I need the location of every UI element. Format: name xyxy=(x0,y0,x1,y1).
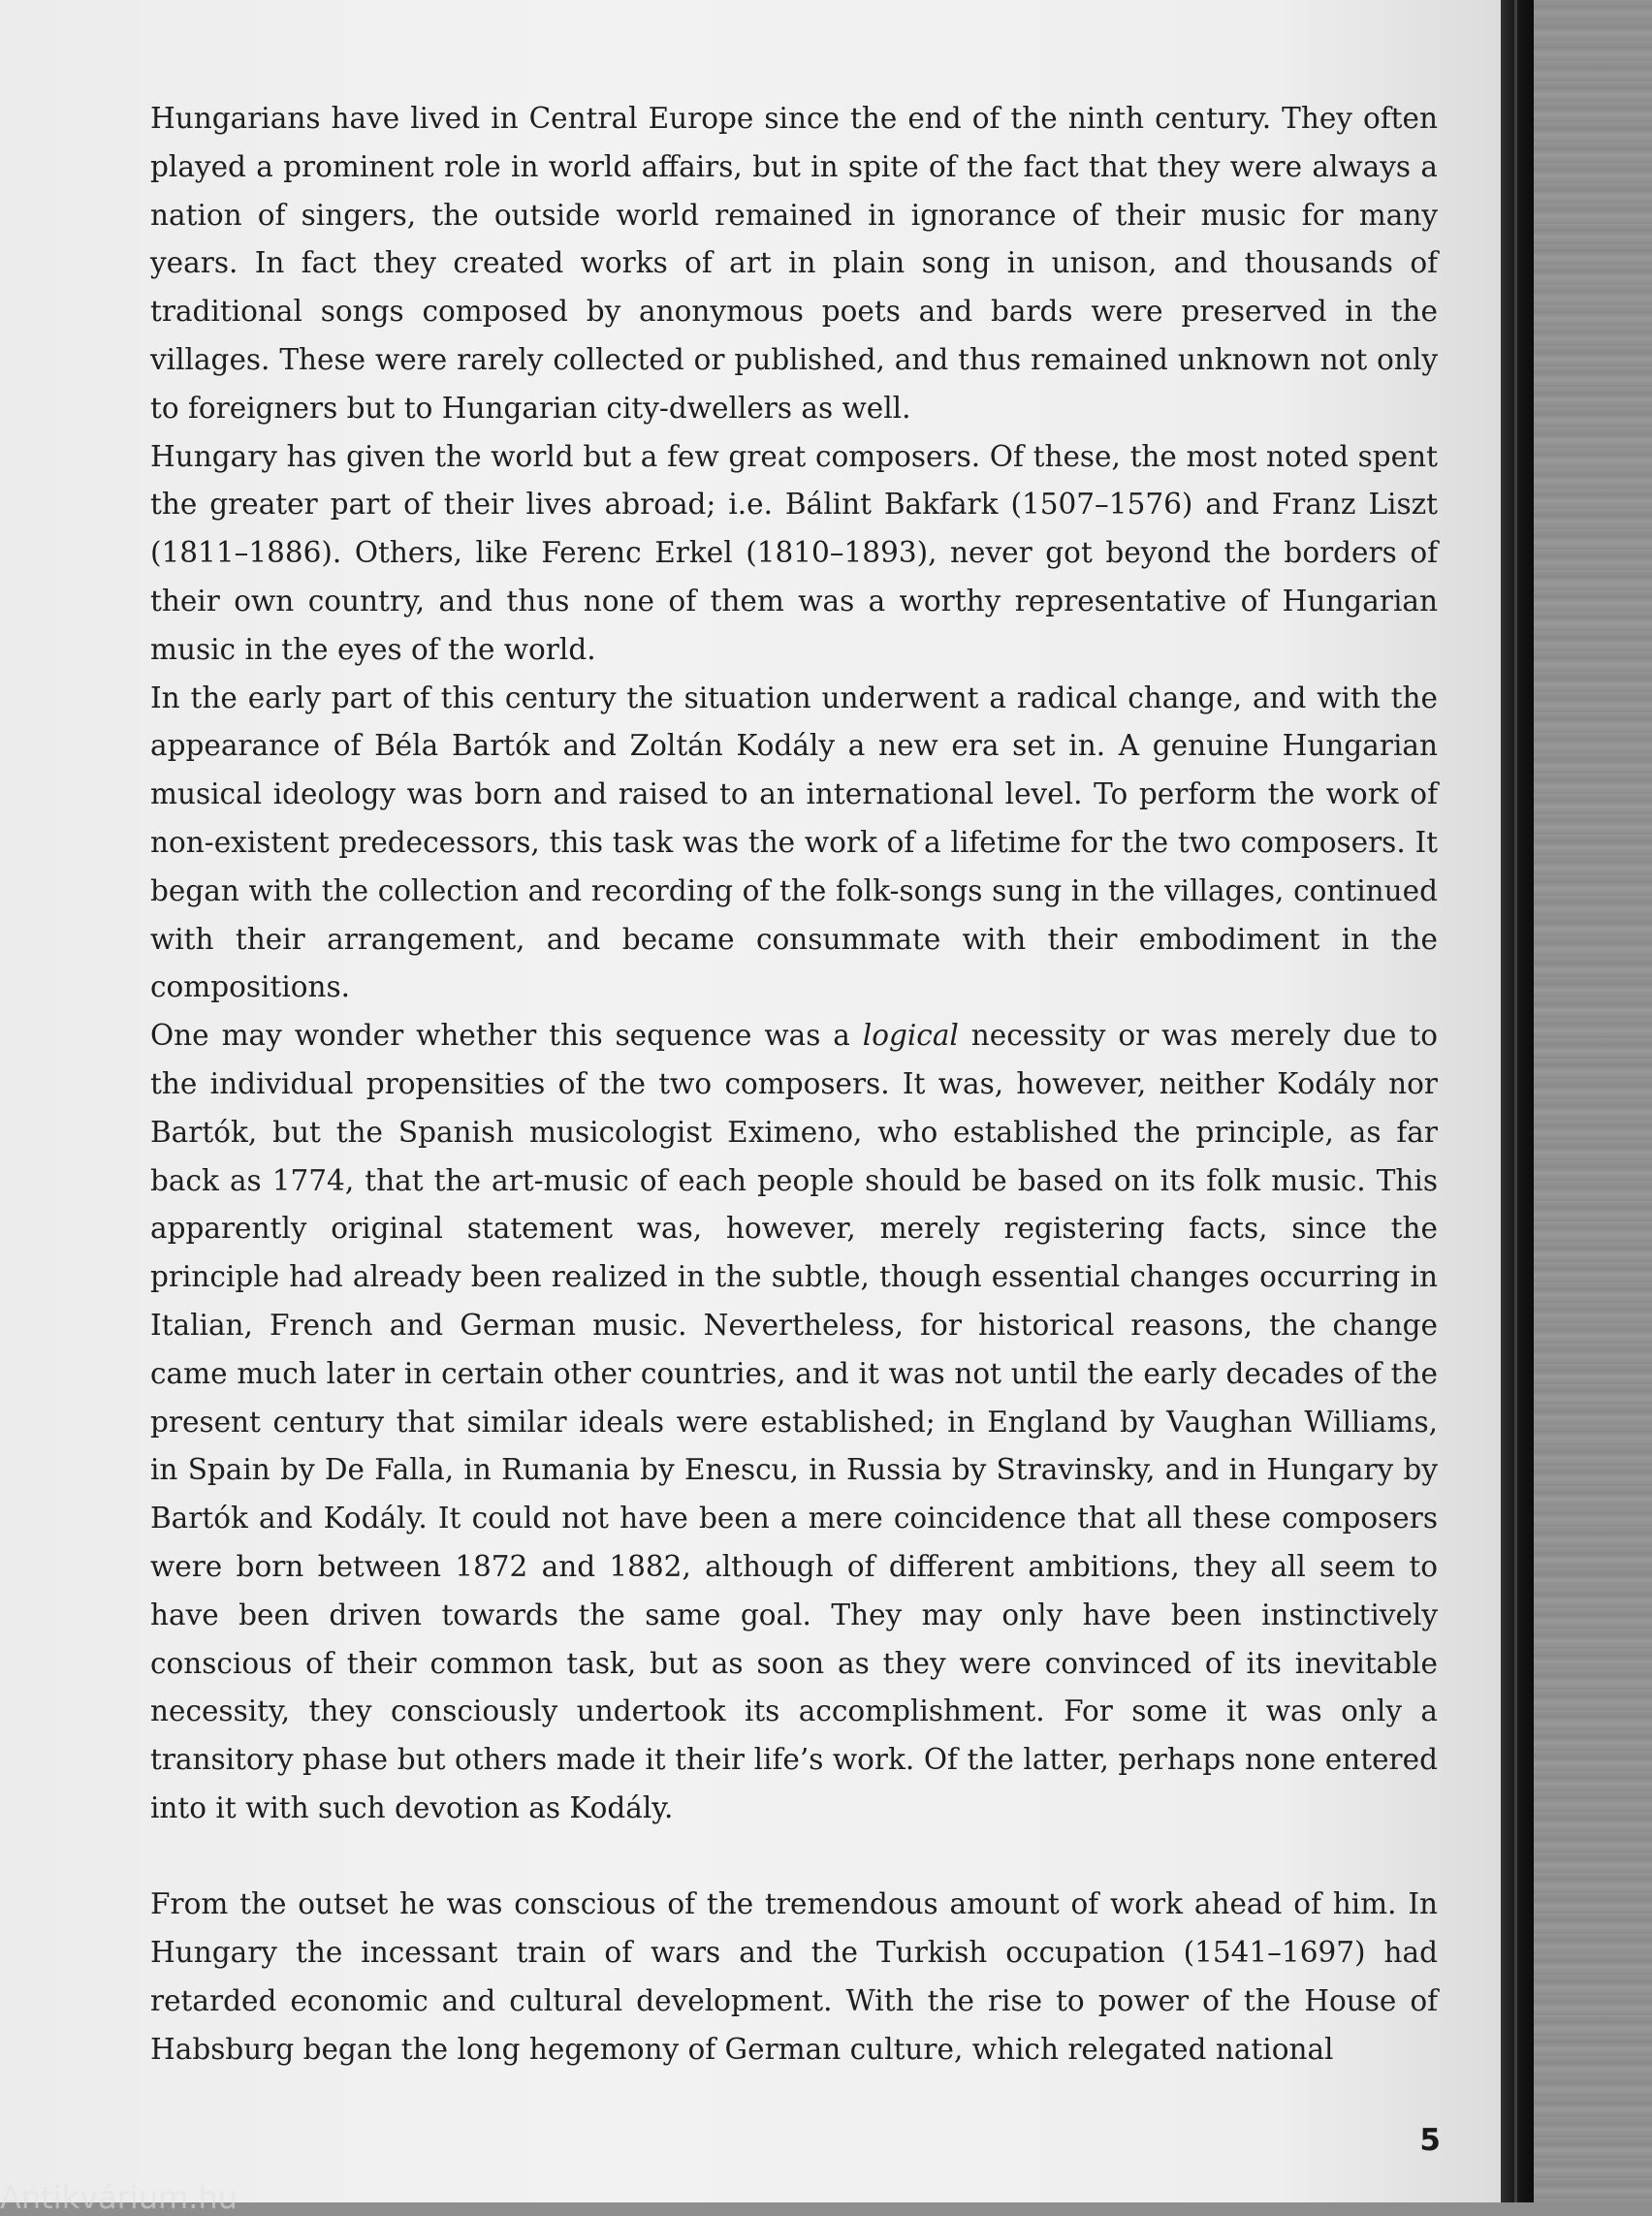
paragraph-2: Hungary has given the world but a few great composers. Of these, the most noted spent the greater part of their lives abroad; i.e. Bálint Bakfark (1507–1576) and Franz Liszt (1811–1886). Others, like Ferenc Erkel (1810–1893), never got beyond the borders of their own country, and thus none of them was a worthy representative of Hungarian music in the eyes of the world. xyxy=(150,439,1438,666)
paragraph-4-emphasis: logical xyxy=(862,1019,959,1053)
paragraph-3: In the early part of this century the situation underwent a radical change, and with the appearance of Béla Bartók and Zoltán Kodály a new era set in. A genuine Hungarian musical ideology was born and raised to an international level. To perform the work of non-existent predecessors, this task was the work of a lifetime for the two composers. It began with the collection and recording of the folk-songs sung in the villages, continued with their arrangement, and became consummate with their embodiment in the compositions. xyxy=(150,681,1438,1004)
book-edge xyxy=(1501,0,1534,2202)
paragraph-4 xyxy=(150,1012,1438,1833)
paragraph-4-after: necessity or was merely due to the individual propensities of the two composers. It was, however, neither Kodály nor Bartók, but the Spanish musicologist Eximeno, who established the principle, as far back as 1774, that the art-music of each people should be based on its folk music. This apparently original statement was, however, merely registering facts, since the principle had already been realized in the subtle, though essential changes occurring in Italian, French and German music. Nevertheless, for historical reasons, the change came much later in certain other countries, and it was not until the early decades of the present century that similar ideals were established; in England by Vaughan Williams, in Spain by De Falla, in Rumania by Enescu, in Russia by Stravinsky, and in Hungary by Bartók and Kodály. It could not have been a mere coincidence that all these composers were born between 1872 and 1882, although of different ambitions, they all seem to have been driven towards the same goal. They may only have been instinctively conscious of their common task, but as soon as they were convinced of its inevitable necessity, they consciously undertook its accomplishment. For some it was only a transitory phase but others made it their life’s work. Of the latter, perhaps none entered into it with such devotion as Kodály. xyxy=(150,1019,1438,1824)
book-edge-highlight xyxy=(1514,0,1517,2202)
paragraph-4-before: One may wonder whether this sequence was a xyxy=(150,1019,863,1053)
paragraph-5: From the outset he was conscious of the tremendous amount of work ahead of him. In Hungary the incessant train of wars and the Turkish occupation (1541–1697) had retarded economic and cultural development. With the rise to power of the House of Habsburg began the long hegemony of German culture, which relegated national xyxy=(150,1887,1438,2066)
paragraph-1: Hungarians have lived in Central Europe since the end of the ninth century. They often played a prominent role in world affairs, but in spite of the fact that they were always a nation of singers, the outside world remained in ignorance of their music for many years. In fact they created works of art in plain song in unison, and thousands of traditional songs composed by anonymous poets and bards were preserved in the villages. These were rarely collected or published, and thus remained unknown not only to foreigners but to Hungarian city-dwellers as well. xyxy=(150,102,1438,425)
body-text xyxy=(150,95,1438,2074)
watermark: Antikvárium.hu xyxy=(0,2179,238,2216)
page-number: 5 xyxy=(1419,2123,1441,2158)
background-wall xyxy=(1534,0,1652,2202)
